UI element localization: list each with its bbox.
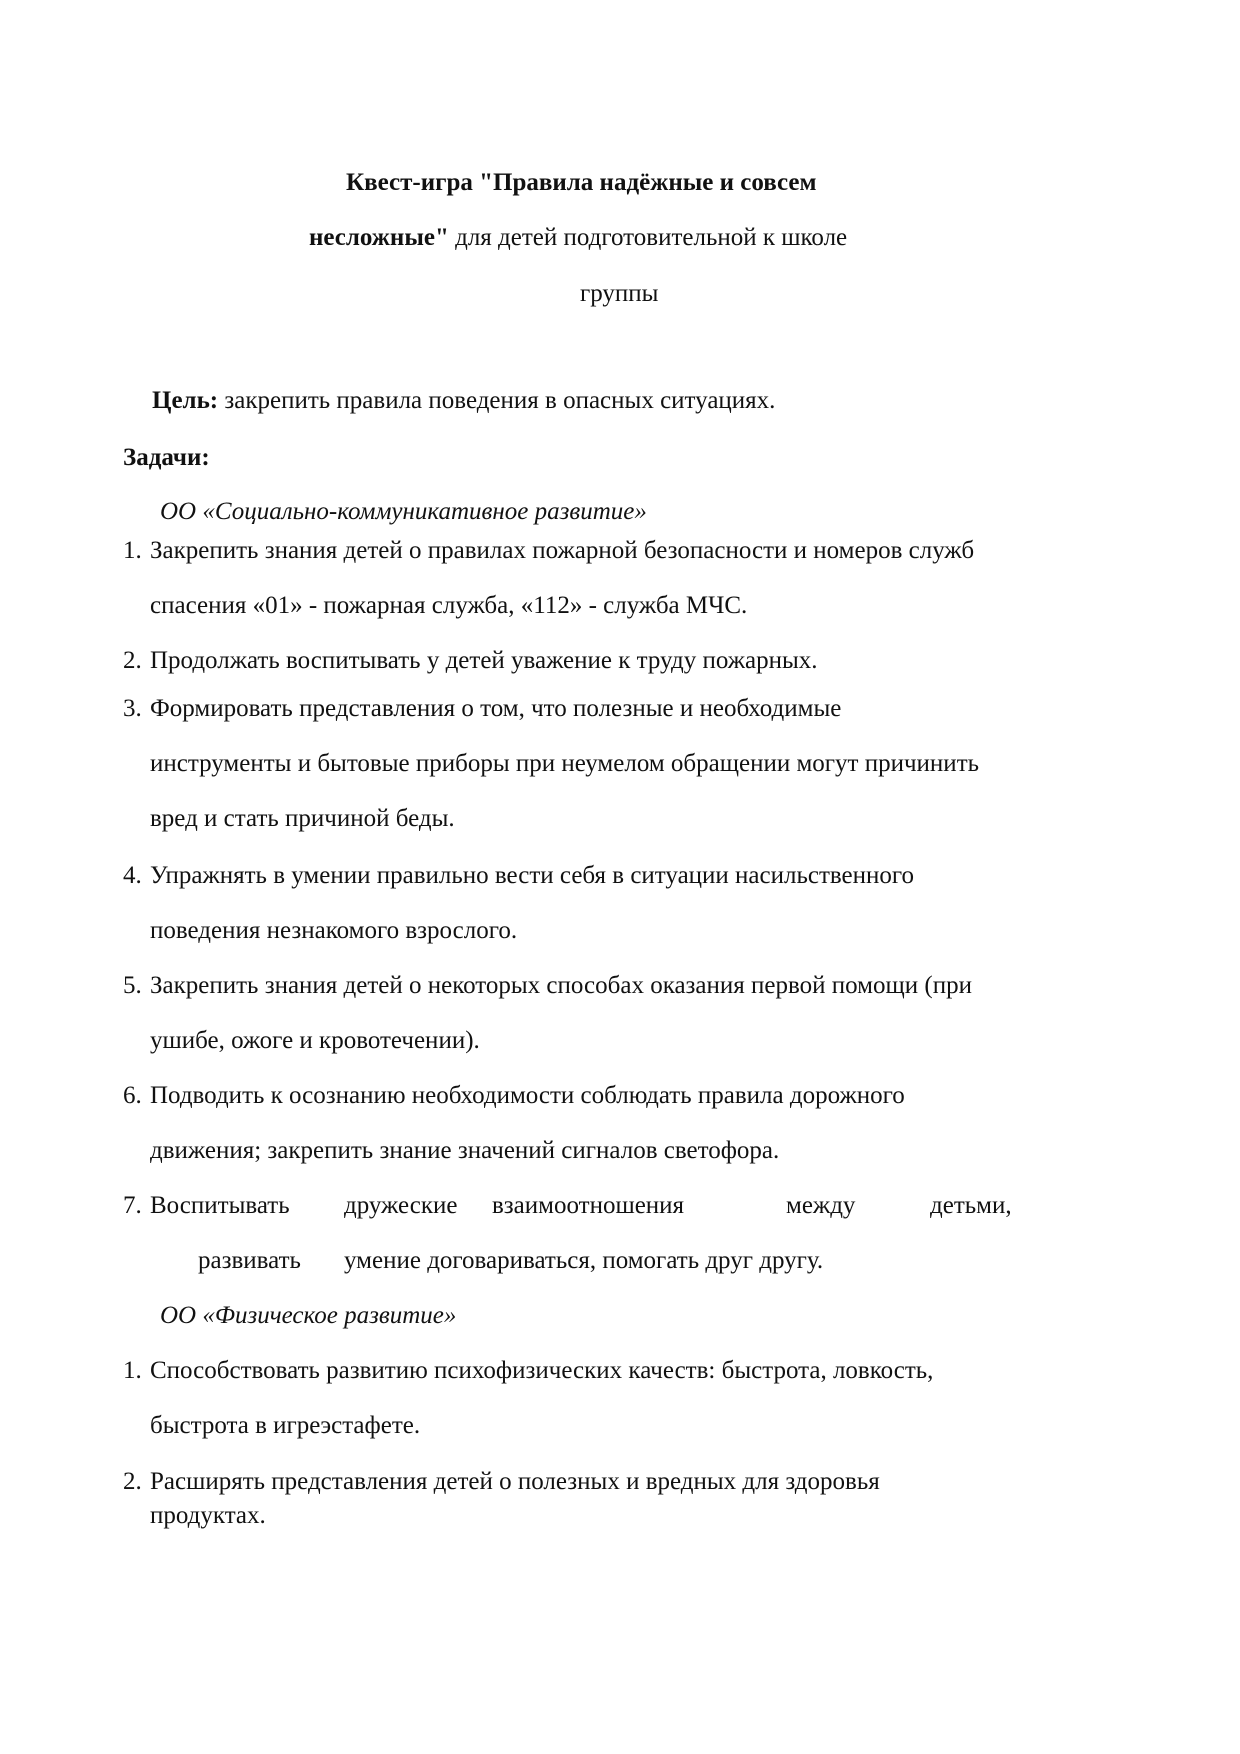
s1-item-7-word-3: взаимоотношения <box>492 1192 685 1219</box>
tasks-heading: Задачи: <box>123 444 210 471</box>
s1-item-1-line-1: Закрепить знания детей о правилах пожарной безопасности и номеров служб <box>150 537 975 564</box>
s1-item-2-line-1: Продолжать воспитывать у детей уважение к труду пожарных. <box>150 647 818 674</box>
s2-item-2-line-1: Расширять представления детей о полезных и вредных для здоровья <box>150 1468 880 1495</box>
s1-item-6-number: 6. <box>123 1082 142 1109</box>
s2-item-1-line-1: Способствовать развитию психофизических качеств: быстрота, ловкость, <box>150 1357 934 1384</box>
s1-item-3-line-1: Формировать представления о том, что полезные и необходимые <box>150 695 842 722</box>
s1-item-2-number: 2. <box>123 647 142 674</box>
goal-label: Цель: <box>152 387 219 414</box>
goal-text: закрепить правила поведения в опасных ситуациях. <box>218 387 776 414</box>
s1-item-6-line-1: Подводить к осознанию необходимости соблюдать правила дорожного <box>150 1082 905 1109</box>
s2-item-2-number: 2. <box>123 1468 142 1495</box>
s1-item-7-line-2a: развивать <box>198 1247 301 1274</box>
s1-item-4-number: 4. <box>123 862 142 889</box>
title-line-2-rest: для детей подготовительной к школе <box>448 224 848 251</box>
section-1-heading: ОО «Социально-коммуникативное развитие» <box>160 498 647 525</box>
s1-item-1-number: 1. <box>123 537 142 564</box>
s1-item-7-word-5: детьми, <box>930 1192 1012 1219</box>
s2-item-2-line-2: продуктах. <box>150 1502 266 1529</box>
s1-item-1-line-2: спасения «01» - пожарная служба, «112» - служба МЧС. <box>150 592 748 619</box>
s1-item-5-line-1: Закрепить знания детей о некоторых способах оказания первой помощи (при <box>150 972 972 999</box>
title-line-2 <box>309 223 847 253</box>
s1-item-3-number: 3. <box>123 695 142 722</box>
goal-line <box>152 386 775 416</box>
s1-item-5-line-2: ушибе, ожоге и кровотечении). <box>150 1027 480 1054</box>
s1-item-7-line-2b: умение договариваться, помогать друг другу. <box>344 1247 824 1274</box>
s1-item-6-line-2: движения; закрепить знание значений сигналов светофора. <box>150 1137 780 1164</box>
title-line-3: группы <box>580 280 659 307</box>
title-line-2-bold: несложные" <box>309 224 449 251</box>
s2-item-1-line-2: быстрота в игреэстафете. <box>150 1412 421 1439</box>
s1-item-4-line-1: Упражнять в умении правильно вести себя в ситуации насильственного <box>150 862 915 889</box>
s1-item-7-number: 7. <box>123 1192 142 1219</box>
s2-item-1-number: 1. <box>123 1357 142 1384</box>
s1-item-7-word-4: между <box>786 1192 856 1219</box>
s1-item-7-word-2: дружеские <box>344 1192 458 1219</box>
s1-item-7-word-1: Воспитывать <box>150 1192 290 1219</box>
section-2-heading: ОО «Физическое развитие» <box>160 1302 457 1329</box>
s1-item-3-line-2: инструменты и бытовые приборы при неумелом обращении могут причинить <box>150 750 980 777</box>
s1-item-4-line-2: поведения незнакомого взрослого. <box>150 917 518 944</box>
title-line-1: Квест-игра "Правила надёжные и совсем <box>346 169 817 196</box>
s1-item-3-line-3: вред и стать причиной беды. <box>150 805 455 832</box>
s1-item-5-number: 5. <box>123 972 142 999</box>
